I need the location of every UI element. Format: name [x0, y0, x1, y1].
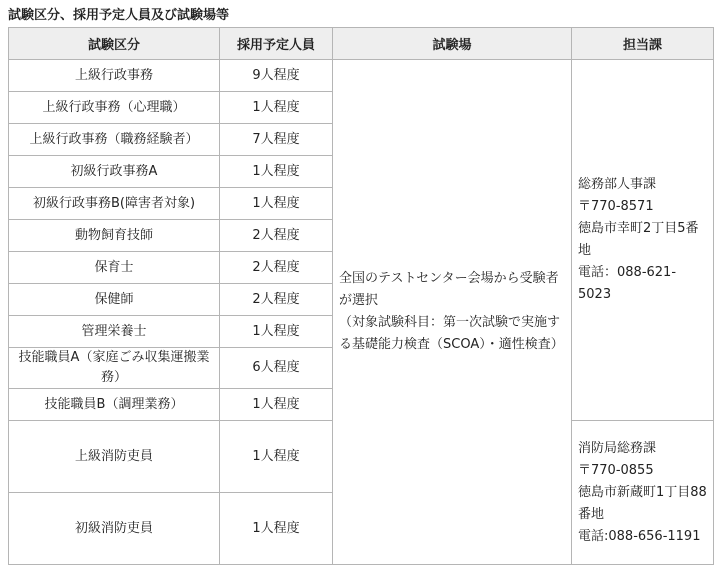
count-cell: 1人程度: [220, 92, 333, 124]
office-general-name: 総務部人事課: [578, 177, 657, 192]
count-cell: 6人程度: [220, 348, 333, 389]
category-cell: 管理栄養士: [9, 316, 220, 348]
category-cell: 初級行政事務A: [9, 156, 220, 188]
office-fire-address: 徳島市新蔵町1丁目88番地: [578, 484, 707, 522]
category-cell: 保健師: [9, 284, 220, 316]
count-cell: 9人程度: [220, 60, 333, 92]
venue-cell: [333, 60, 572, 565]
category-cell: 上級行政事務: [9, 60, 220, 92]
venue-line-1: 全国のテストセンター会場から受験者が選択: [339, 271, 559, 308]
office-fire-name: 消防局総務課: [578, 440, 657, 456]
count-cell: 1人程度: [220, 421, 333, 493]
office-general-address: 徳島市幸町2丁目5番地: [578, 221, 699, 258]
office-general-zip: 〒770-8571: [578, 199, 654, 214]
office-fire-phone: 電話:088-656-1191: [578, 528, 701, 544]
count-cell: 1人程度: [220, 493, 333, 565]
recruitment-table: [8, 27, 714, 565]
header-office: 担当課: [572, 28, 714, 60]
count-cell: 2人程度: [220, 284, 333, 316]
category-cell: 上級行政事務（職務経験者）: [9, 124, 220, 156]
count-cell: 1人程度: [220, 389, 333, 421]
table-row: [9, 60, 714, 92]
table-caption: 試験区分、採用予定人員及び試験場等: [8, 8, 230, 23]
category-cell: 技能職員A（家庭ごみ収集運搬業務）: [9, 348, 220, 389]
count-cell: 2人程度: [220, 220, 333, 252]
header-count: 採用予定人員: [220, 28, 333, 60]
count-cell: 1人程度: [220, 316, 333, 348]
header-venue: 試験場: [333, 28, 572, 60]
table-header-row: [9, 28, 714, 60]
venue-line-2: （対象試験科目：第一次試験で実施する基礎能力検査（SCOA）・適性検査）: [339, 315, 564, 352]
count-cell: 1人程度: [220, 188, 333, 220]
office-fire-zip: 〒770-0855: [578, 462, 654, 478]
count-cell: 2人程度: [220, 252, 333, 284]
category-cell: 保育士: [9, 252, 220, 284]
category-cell: 技能職員B（調理業務）: [9, 389, 220, 421]
category-cell: 初級消防吏員: [9, 493, 220, 565]
office-fire-cell: [572, 421, 714, 565]
category-cell: 上級消防吏員: [9, 421, 220, 493]
category-cell: 初級行政事務B(障害者対象): [9, 188, 220, 220]
category-cell: 動物飼育技師: [9, 220, 220, 252]
office-general-phone: 電話：088-621-5023: [578, 265, 677, 302]
count-cell: 7人程度: [220, 124, 333, 156]
header-category: 試験区分: [9, 28, 220, 60]
count-cell: 1人程度: [220, 156, 333, 188]
category-cell: 上級行政事務（心理職）: [9, 92, 220, 124]
office-general-cell: [572, 60, 714, 421]
